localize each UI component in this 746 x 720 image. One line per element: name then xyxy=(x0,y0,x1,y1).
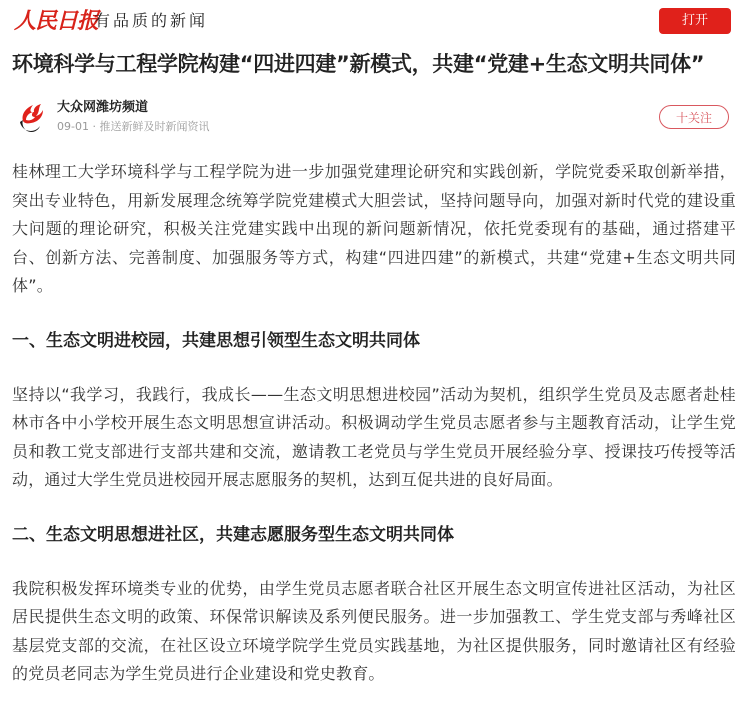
article-title: 环境科学与工程学院构建“四进四建”新模式，共建“党建+生态文明共同体” xyxy=(12,52,705,76)
author-meta: 09-01 · 推送新鲜及时新闻资讯 xyxy=(57,120,210,133)
slogan: 有品质的新闻 xyxy=(94,11,209,30)
flame-logo-icon[interactable] xyxy=(14,102,46,134)
author-name[interactable]: 大众网潍坊频道 xyxy=(57,100,149,115)
open-app-button[interactable]: 打开 xyxy=(659,8,731,34)
top-bar xyxy=(0,0,746,42)
paragraph: 坚持以“我学习，我践行，我成长——生态文明思想进校园”活动为契机，组织学生党员及志愿者赴桂林市各中小学校开展生态文明思想宣讲活动。积极调动学生党员志愿者参与主题教育活动，让学生党员和教工党支部进行支部共建和交流，邀请教工老党员与学生党员开展经验分享、授课技巧传授等活动，通过大学生党员进校园开展志愿服务的契机，达到互促共进的良好局面。 xyxy=(12,384,736,489)
follow-button[interactable]: 十关注 xyxy=(659,105,729,129)
section-heading: 一、生态文明进校园，共建思想引领型生态文明共同体 xyxy=(12,330,420,351)
author-bar xyxy=(0,95,746,143)
peoples-daily-logo: 人民日报 xyxy=(14,8,99,34)
article-body xyxy=(12,158,736,689)
section-heading: 二、生态文明思想进社区，共建志愿服务型生态文明共同体 xyxy=(12,524,454,545)
paragraph: 桂林理工大学环境科学与工程学院为进一步加强党建理论研究和实践创新，学院党委采取创新举措，突出专业特色，用新发展理念统筹学院党建模式大胆尝试，坚持问题导向，加强对新时代党的建设重大问题的理论研究，积极关注党建实践中出现的新问题新情况，依托党委现有的基础，通过搭建平台、创新方法、完善制度、加强服务等方式，构建“四进四建”的新模式，共建“党建+生态文明共同体”。 xyxy=(12,162,736,295)
paragraph: 我院积极发挥环境类专业的优势，由学生党员志愿者联合社区开展生态文明宣传进社区活动，为社区居民提供生态文明的政策、环保常识解读及系列便民服务。进一步加强教工、学生党支部与秀峰社区基层党支部的交流，在社区设立环境学院学生党员实践基地，为社区提供服务，同时邀请社区有经验的党员老同志为学生党员进行企业建设和党史教育。 xyxy=(12,578,736,683)
